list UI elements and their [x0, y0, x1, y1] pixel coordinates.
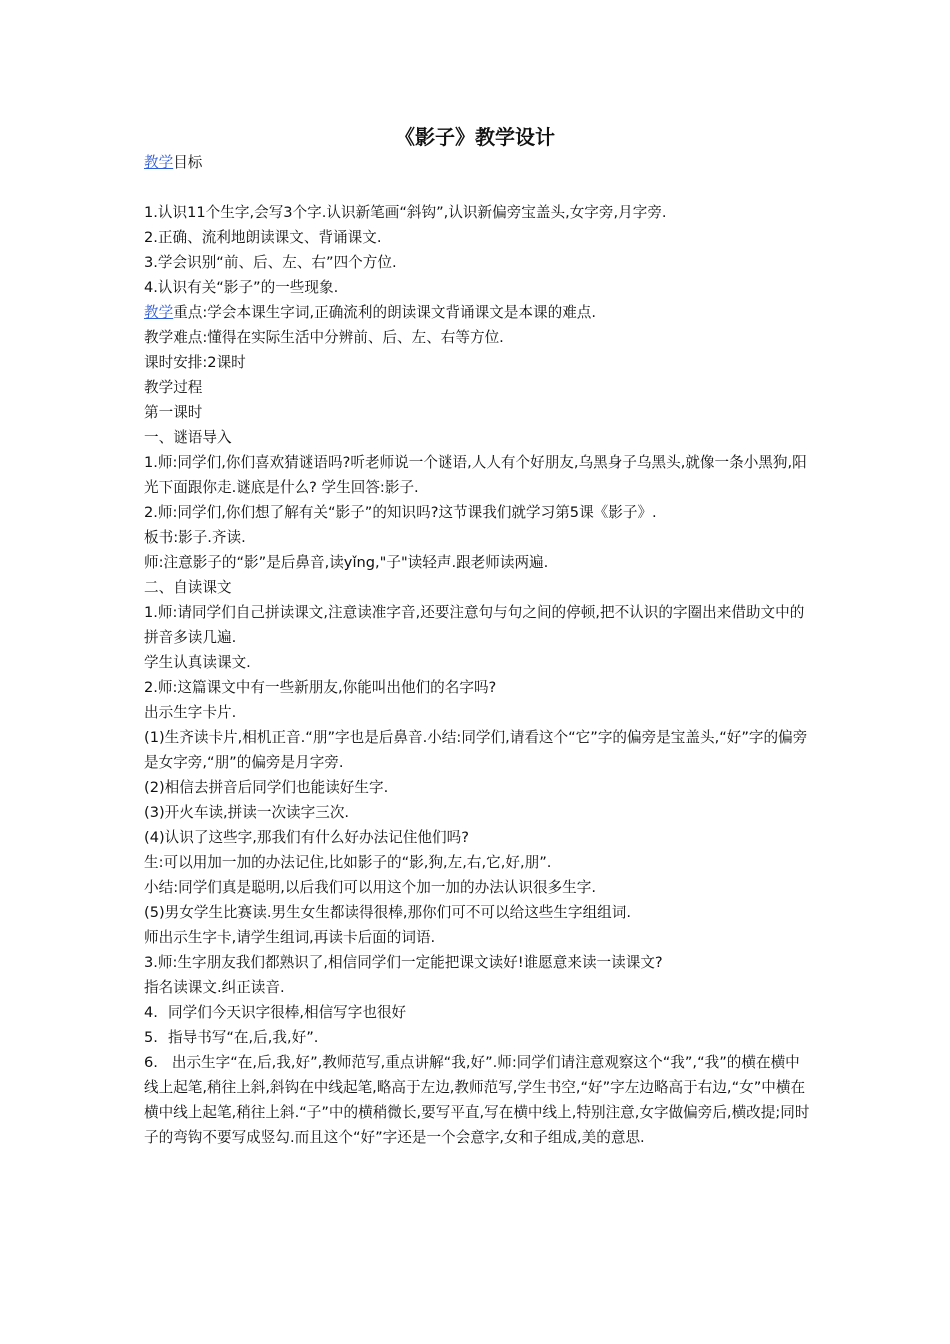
blank-line [144, 175, 812, 200]
difficulty: 教学难点:懂得在实际生活中分辨前、后、左、右等方位. [144, 329, 504, 346]
objective-item: 2.正确、流利地朗读课文、背诵课文. [144, 229, 382, 246]
section-heading: 一、谜语导入 [144, 429, 232, 446]
document-body [144, 150, 812, 1150]
document-title: 《影子》教学设计 [395, 125, 555, 149]
paragraph: 2.师:这篇课文中有一些新朋友,你能叫出他们的名字吗? [144, 679, 497, 696]
paragraph: 师:注意影子的“影”是后鼻音,读yǐng,"子"读轻声.跟老师读两遍. [144, 554, 549, 571]
paragraph: 生:可以用加一加的办法记住,比如影子的“影,狗,左,右,它,好,朋”. [144, 854, 552, 871]
numbered-item [144, 1000, 812, 1025]
paragraph: (1)生齐读卡片,相机正音.“朋”字也是后鼻音.小结:同学们,请看这个“它”字的偏旁是宝盖头,“好”字的偏旁是女字旁,“朋”的偏旁是月字旁. [144, 729, 808, 771]
paragraph: (3)开火车读,拼读一次读字三次. [144, 804, 350, 821]
paragraph: 2.师:同学们,你们想了解有关“影子”的知识吗?这节课我们就学习第5课《影子》. [144, 504, 657, 521]
objectives-heading [144, 150, 812, 175]
key-point-text: 重点:学会本课生字词,正确流利的朗读课文背诵课文是本课的难点. [173, 304, 597, 321]
process-heading: 教学过程 [144, 379, 203, 396]
objective-item: 4.认识有关“影子”的一些现象. [144, 279, 339, 296]
item-text: 出示生字“在,后,我,好”,教师范写,重点讲解“我,好”.师:同学们请注意观察这个“我”,“我”的横在横中线上起笔,稍往上斜,斜钩在中线起笔,略高于左边,教师范写,学生书空,“好”字左边略高于右边,“女”中横在横中线上起笔,稍往上斜.“子”中的横稍微长,要写平直,写在横中线上,特别注意,女字做偏旁后,横改提;同时子的弯钩不要写成竖勾.而且这个“好”字还是一个会意字,女和子组成,美的意思. [144, 1054, 810, 1146]
objective-item: 3.学会识别“前、后、左、右”四个方位. [144, 254, 397, 271]
paragraph: 1.师:请同学们自己拼读课文,注意读准字音,还要注意句与句之间的停顿,把不认识的字圈出来借助文中的拼音多读几遍. [144, 604, 805, 646]
teaching-link[interactable]: 教学 [144, 154, 174, 171]
teaching-link[interactable]: 教学 [144, 304, 174, 321]
objectives-heading-text: 目标 [173, 154, 203, 171]
paragraph: 指名读课文.纠正读音. [144, 979, 285, 996]
numbered-item [144, 1025, 812, 1050]
numbered-item [144, 1050, 812, 1150]
paragraph: 小结:同学们真是聪明,以后我们可以用这个加一加的办法认识很多生字. [144, 879, 597, 896]
paragraph: 板书:影子.齐读. [144, 529, 246, 546]
schedule: 课时安排:2课时 [144, 354, 246, 371]
item-number: 6. [144, 1054, 158, 1071]
lesson-heading: 第一课时 [144, 404, 203, 421]
item-text: 指导书写“在,后,我,好”. [168, 1029, 319, 1046]
item-number: 4. [144, 1004, 158, 1021]
key-point [144, 300, 812, 325]
item-text: 同学们今天识字很棒,相信写字也很好 [168, 1004, 407, 1021]
paragraph: (4)认识了这些字,那我们有什么好办法记住他们吗? [144, 829, 469, 846]
section-heading: 二、自读课文 [144, 579, 232, 596]
paragraph: 3.师:生字朋友我们都熟识了,相信同学们一定能把课文读好!谁愿意来读一读课文? [144, 954, 663, 971]
paragraph: 学生认真读课文. [144, 654, 251, 671]
paragraph: (2)相信去拼音后同学们也能读好生字. [144, 779, 389, 796]
paragraph: 出示生字卡片. [144, 704, 237, 721]
objective-item: 1.认识11个生字,会写3个字.认识新笔画“斜钩”,认识新偏旁宝盖头,女字旁,月字旁. [144, 204, 667, 221]
paragraph: (5)男女学生比赛读.男生女生都读得很棒,那你们可不可以给这些生字组组词. [144, 904, 631, 921]
paragraph: 1.师:同学们,你们喜欢猜谜语吗?听老师说一个谜语,人人有个好朋友,乌黑身子乌黑头,就像一条小黑狗,阳光下面跟你走.谜底是什么? 学生回答:影子. [144, 454, 807, 496]
paragraph: 师出示生字卡,请学生组词,再读卡后面的词语. [144, 929, 436, 946]
item-number: 5. [144, 1029, 158, 1046]
